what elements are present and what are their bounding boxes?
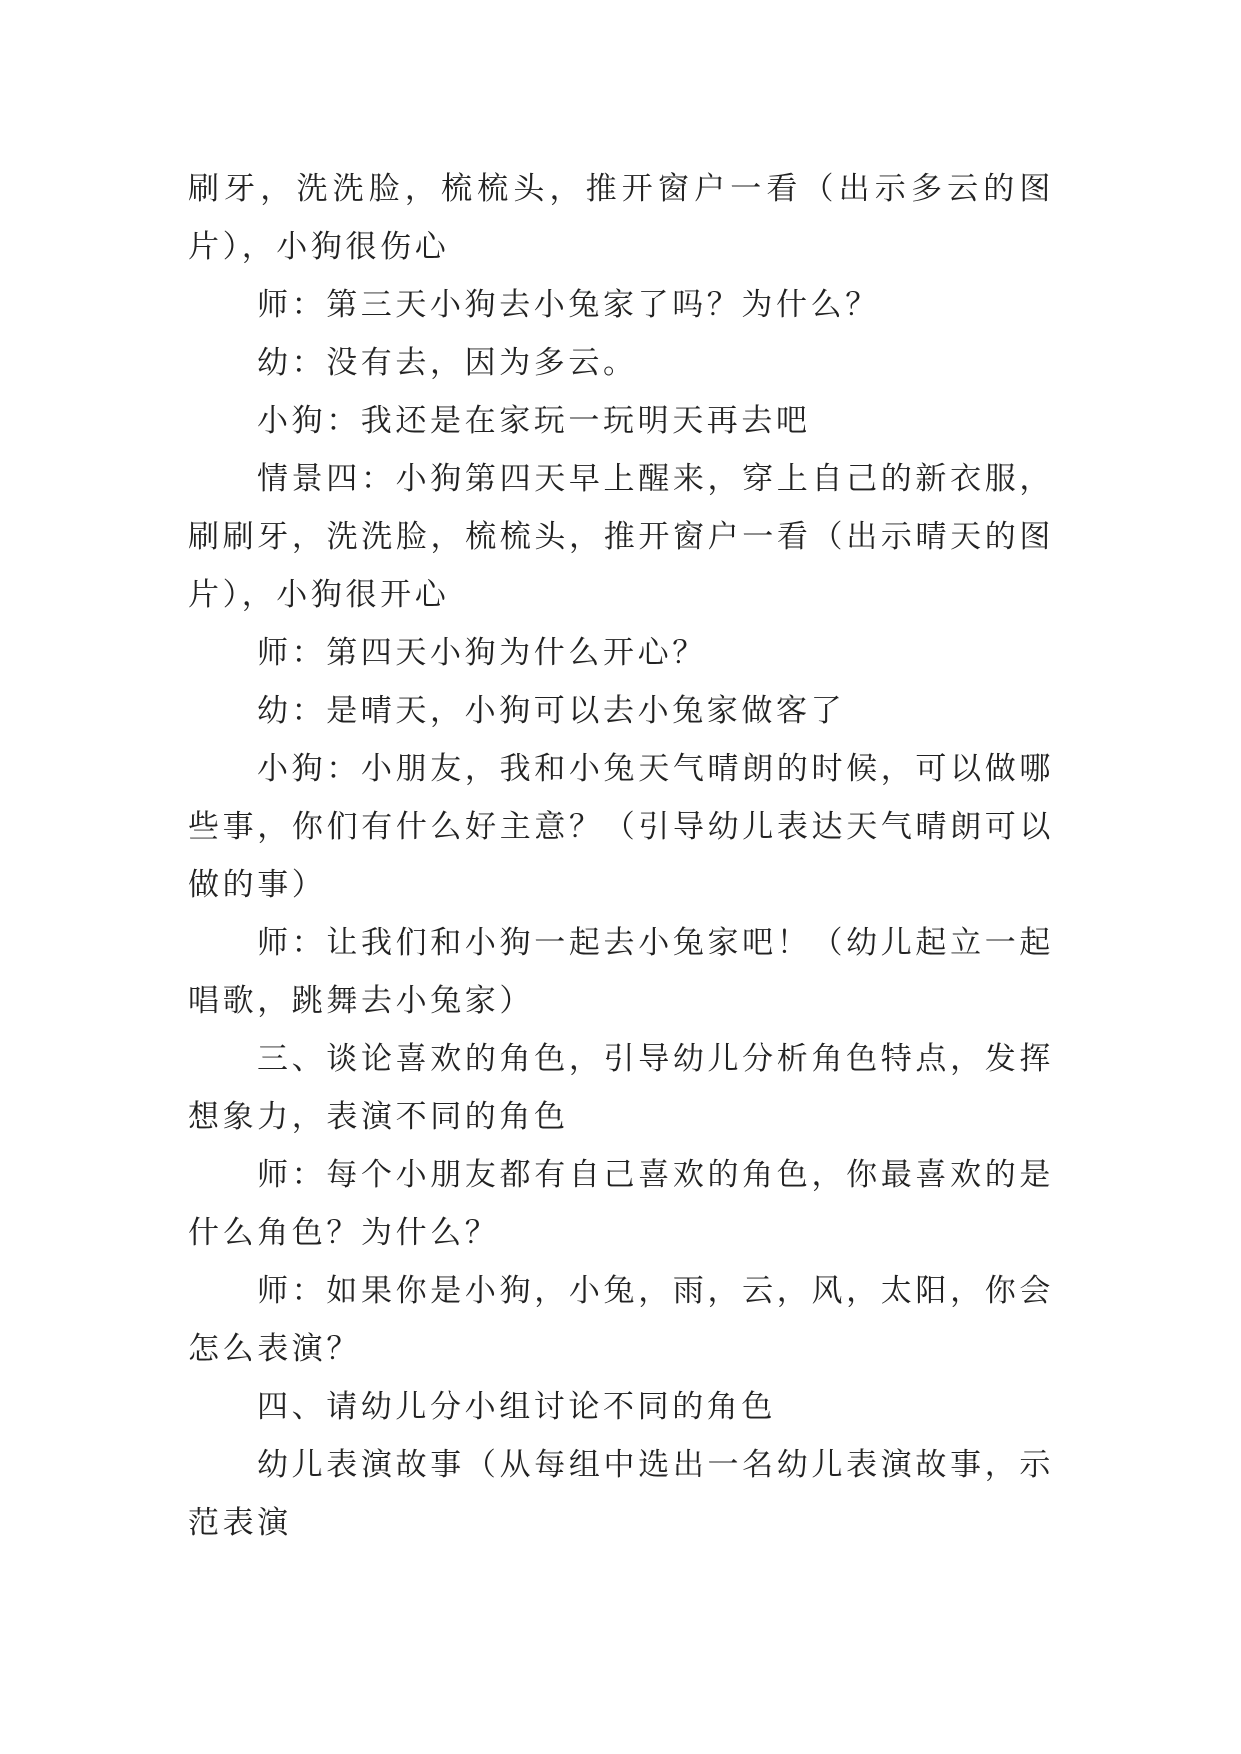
- paragraph: 师：第四天小狗为什么开心？: [257, 635, 707, 671]
- section-heading: 三、谈论喜欢的角色，引导幼儿分析角色特点，发挥想象力，表演不同的角色: [188, 1041, 1054, 1135]
- paragraph: 情景四：小狗第四天早上醒来，穿上自己的新衣服，刷刷牙，洗洗脸，梳梳头，推开窗户一看（出示晴天的图片），小狗很开心: [188, 461, 1054, 613]
- section-heading: 四、请幼儿分小组讨论不同的角色: [257, 1389, 776, 1425]
- paragraph: 师：让我们和小狗一起去小兔家吧！（幼儿起立一起唱歌，跳舞去小兔家）: [188, 925, 1054, 1019]
- paragraph: 师：如果你是小狗，小兔，雨，云，风，太阳，你会怎么表演？: [188, 1273, 1054, 1367]
- paragraph: 小狗：我还是在家玩一玩明天再去吧: [257, 403, 811, 439]
- paragraph: 小狗：小朋友，我和小兔天气晴朗的时候，可以做哪些事，你们有什么好主意？（引导幼儿表达天气晴朗可以做的事）: [188, 751, 1054, 903]
- paragraph: 师：每个小朋友都有自己喜欢的角色，你最喜欢的是什么角色？为什么？: [188, 1157, 1054, 1251]
- paragraph-continued: 刷牙，洗洗脸，梳梳头，推开窗户一看（出示多云的图片），小狗很伤心: [188, 171, 1054, 265]
- paragraph: 幼儿表演故事（从每组中选出一名幼儿表演故事，示范表演: [188, 1447, 1054, 1541]
- paragraph: 幼：是晴天，小狗可以去小兔家做客了: [257, 693, 846, 729]
- document-body: [188, 160, 1054, 1552]
- paragraph: 师：第三天小狗去小兔家了吗？为什么？: [257, 287, 880, 323]
- paragraph: 幼：没有去，因为多云。: [257, 345, 638, 381]
